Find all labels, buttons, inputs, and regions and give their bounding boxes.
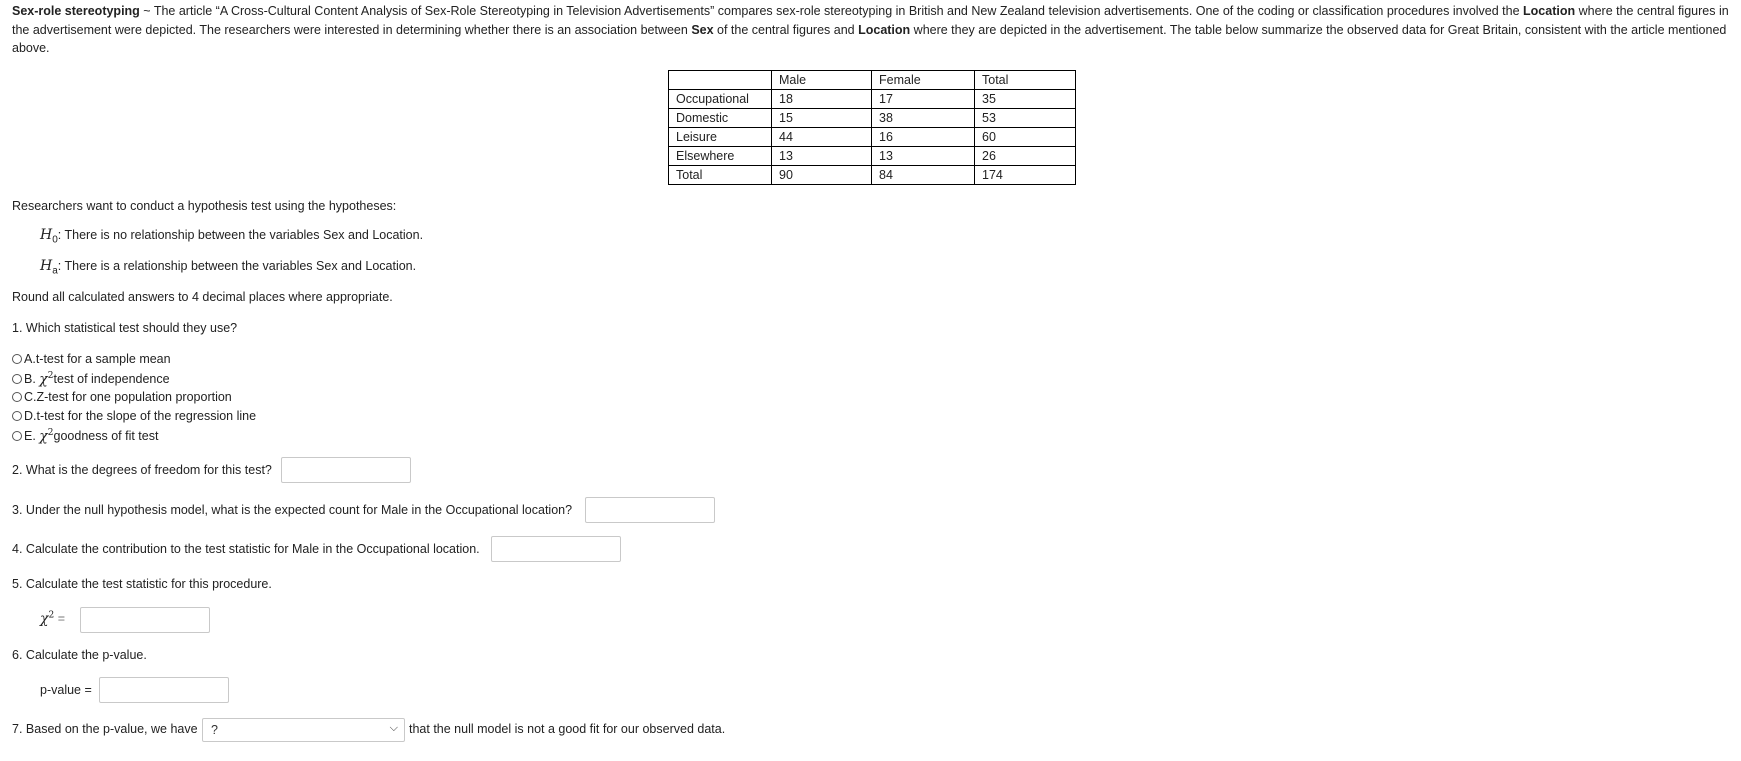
- intro-text-1: ~ The article “A Cross-Cultural Content Analysis of Sex-Role Stereotyping in Television Advertisements” compares sex-role stereotyping in British and New Zealand television advertisements. One of the coding or classification procedures involved the: [139, 4, 1524, 18]
- row-label: Elsewhere: [669, 147, 772, 166]
- option-text: goodness of fit test: [53, 429, 159, 444]
- problem-intro: [12, 2, 1734, 58]
- rounding-note: Round all calculated answers to 4 decimal places where appropriate.: [12, 290, 393, 304]
- q3-text: Under the null hypothesis model, what is the expected count for Male in the Occupational location?: [22, 503, 573, 517]
- q6-text: Calculate the p-value.: [22, 648, 147, 662]
- observed-data-table: [668, 70, 1076, 185]
- evidence-dropdown[interactable]: [202, 718, 405, 742]
- q4-text: Calculate the contribution to the test statistic for Male in the Occupational location.: [22, 542, 480, 556]
- option-letter: D.: [24, 409, 37, 423]
- question-2: [12, 463, 272, 477]
- option-b[interactable]: [12, 371, 170, 388]
- p-value-input[interactable]: [99, 677, 229, 703]
- table-cell: 174: [975, 166, 1076, 185]
- table-cell: 18: [772, 90, 872, 109]
- intro-text-4: where they are depicted in the advertisement. The table below summarize the observed data for Great Britain, consistent with the article mentioned above.: [12, 22, 1727, 55]
- q1-number: 1.: [12, 321, 23, 335]
- table-row: [669, 166, 1076, 185]
- option-letter: E.: [24, 429, 36, 444]
- option-letter: B.: [24, 372, 36, 387]
- q3-number: 3.: [12, 503, 23, 517]
- ha-subscript: a: [52, 265, 58, 277]
- contribution-input[interactable]: [491, 536, 621, 562]
- table-header-cell: Male: [772, 71, 872, 90]
- q7-number: 7.: [12, 722, 23, 736]
- question-3: [12, 503, 572, 517]
- table-header-cell: [669, 71, 772, 90]
- question-1: [12, 321, 237, 335]
- row-label: Total: [669, 166, 772, 185]
- q6-number: 6.: [12, 648, 23, 662]
- option-text: Z-test for one population proportion: [36, 390, 232, 404]
- option-c[interactable]: [12, 390, 232, 404]
- table-header-cell: Total: [975, 71, 1076, 90]
- radio-button[interactable]: [12, 374, 22, 384]
- row-label: Domestic: [669, 109, 772, 128]
- ha-text: : There is a relationship between the variables Sex and Location.: [57, 259, 417, 273]
- table-header-cell: Female: [872, 71, 975, 90]
- degrees-of-freedom-input[interactable]: [281, 457, 411, 483]
- chi-symbol: $\chi^2$: [40, 610, 55, 627]
- table-cell: 53: [975, 109, 1076, 128]
- table-cell: 26: [975, 147, 1076, 166]
- chevron-down-icon: ⌵: [389, 722, 398, 734]
- question-6: [12, 648, 147, 662]
- row-label: Leisure: [669, 128, 772, 147]
- radio-button[interactable]: [12, 354, 22, 364]
- p-value-label: p-value =: [40, 683, 92, 697]
- table-cell: 60: [975, 128, 1076, 147]
- table-cell: 15: [772, 109, 872, 128]
- chi-symbol: $\chi^2$: [39, 428, 54, 445]
- table-cell: 90: [772, 166, 872, 185]
- radio-button[interactable]: [12, 431, 22, 441]
- chi-square-label: [40, 610, 65, 627]
- table-row: [669, 109, 1076, 128]
- intro-sex-word: Sex: [691, 22, 714, 37]
- option-letter: C.: [24, 390, 37, 404]
- table-cell: 17: [872, 90, 975, 109]
- table-row: [669, 128, 1076, 147]
- option-text: t-test for the slope of the regression line: [36, 409, 257, 423]
- table-cell: 84: [872, 166, 975, 185]
- question-5: [12, 577, 272, 591]
- table-row: [669, 147, 1076, 166]
- q5-number: 5.: [12, 577, 23, 591]
- h0-text: : There is no relationship between the variables Sex and Location.: [57, 228, 424, 242]
- table-row: [669, 90, 1076, 109]
- expected-count-input[interactable]: [585, 497, 715, 523]
- option-letter: A.: [24, 352, 36, 366]
- dropdown-value: ?: [211, 723, 218, 737]
- table-cell: 35: [975, 90, 1076, 109]
- q2-text: What is the degrees of freedom for this test?: [22, 463, 272, 477]
- option-e[interactable]: [12, 428, 158, 445]
- q1-text: Which statistical test should they use?: [22, 321, 238, 335]
- null-hypothesis: [40, 227, 423, 246]
- table-cell: 13: [872, 147, 975, 166]
- intro-location-word: Location: [1523, 4, 1576, 18]
- table-cell: 44: [772, 128, 872, 147]
- q5-text: Calculate the test statistic for this procedure.: [22, 577, 272, 591]
- option-d[interactable]: [12, 409, 256, 423]
- option-text: t-test for a sample mean: [35, 352, 171, 366]
- q4-number: 4.: [12, 542, 23, 556]
- hypotheses-lead: Researchers want to conduct a hypothesis test using the hypotheses:: [12, 199, 397, 213]
- table-cell: 16: [872, 128, 975, 147]
- equals-sign: =: [54, 611, 65, 626]
- option-text: test of independence: [53, 372, 170, 387]
- radio-button[interactable]: [12, 392, 22, 402]
- test-statistic-input[interactable]: [80, 607, 210, 633]
- problem-title: Sex-role stereotyping: [12, 4, 140, 18]
- table-header-row: [669, 71, 1076, 90]
- row-label: Occupational: [669, 90, 772, 109]
- h0-symbol: H: [40, 227, 53, 243]
- radio-button[interactable]: [12, 411, 22, 421]
- q7-text-after: that the null model is not a good fit for our observed data.: [409, 722, 726, 736]
- question-4: [12, 542, 480, 556]
- option-a[interactable]: [12, 352, 171, 366]
- chi-symbol: $\chi^2$: [39, 371, 54, 388]
- alternative-hypothesis: [40, 258, 416, 277]
- q2-number: 2.: [12, 463, 23, 477]
- table-cell: 38: [872, 109, 975, 128]
- q7-text-before: Based on the p-value, we have: [22, 722, 198, 736]
- question-7: [12, 722, 198, 736]
- intro-location-word-2: Location: [858, 22, 911, 37]
- ha-symbol: H: [40, 258, 53, 274]
- h0-subscript: 0: [52, 234, 58, 246]
- intro-text-2: where the central figures in the advertisement were depicted. The researchers were interested in determining whether there is an association between: [12, 4, 1729, 37]
- table-cell: 13: [772, 147, 872, 166]
- intro-text-3: of the central figures and: [713, 22, 859, 37]
